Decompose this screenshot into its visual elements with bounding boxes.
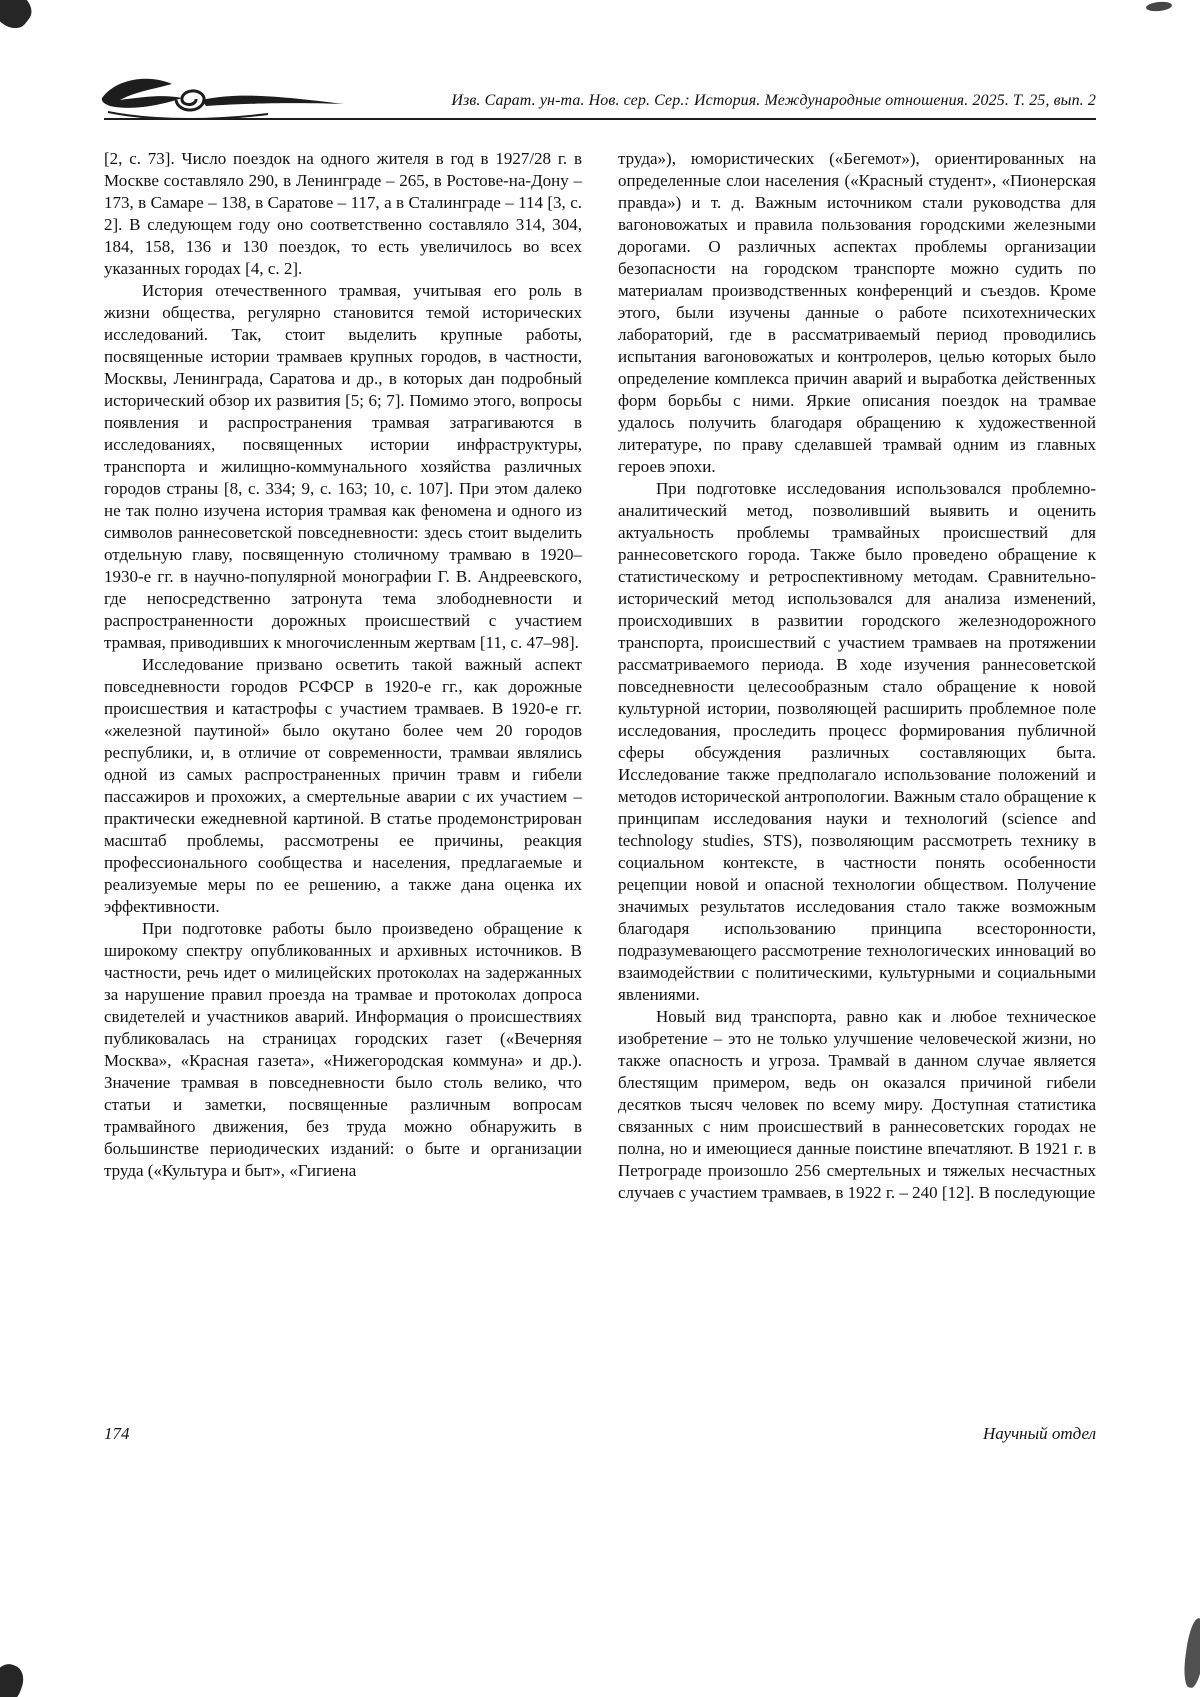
page-number: 174 xyxy=(104,1424,130,1443)
section-title: Научный отдел xyxy=(982,1424,1096,1443)
scan-artifact-top-right xyxy=(1146,1,1173,13)
paragraph: История отечественного трамвая, учитывая его роль в жизни общества, регулярно становится темой исторических исследований. Так, стоит выделить крупные работы, посвященные истории трамваев крупных городов, в частности, Москвы, Ленинграда, Саратова и др., в которых дан подробный исторический обзор их развития [5; 6; 7]. Помимо этого, вопросы появления и распространения трамвая затрагиваются в исследованиях, посвященных истории инфраструктуры, транспорта и жилищно-коммунального хозяйства различных городов страны [8, с. 334; 9, с. 163; 10, с. 107]. При этом далеко не так полно изучена история трамвая как феномена и одного из символов раннесоветской повседневности: здесь стоит выделить отдельную главу, посвященную столичному трамваю в 1920–1930-е гг. в научно-популярной монографии Г. В. Андреевского, где непосредственно затронута тема злободневности и распространенности дорожных происшествий с участием трамвая, приводивших к многочисленным жертвам [11, с. 47–98]. xyxy=(104,281,582,652)
right-column xyxy=(618,148,1096,1204)
scan-artifact-bottom-left xyxy=(0,1660,28,1697)
paragraph: Новый вид транспорта, равно как и любое техническое изобретение – это не только улучшение человеческой жизни, но также опасность и угроза. Трамвай в данном случае является блестящим примером, ведь он оказался причиной гибели десятков тысяч человек по всему миру. Доступная статистика связанных с ним происшествий в раннесоветских городах не полна, но и имеющиеся данные поистине впечатляют. В 1921 г. в Петрограде произошло 256 смертельных и тяжелых несчастных случаев с участием трамваев, в 1922 г. – 240 [12]. В последующие xyxy=(618,1007,1096,1202)
paragraph: Исследование призвано осветить такой важный аспект повседневности городов РСФСР в 1920-е гг., как дорожные происшествия и катастрофы с участием трамваев. В 1920-е гг. «железной паутиной» было окутано более чем 20 городов республики, и, в отличие от современности, трамваи являлись одной из самых распространенных причин травм и гибели пассажиров и прохожих, а смертельные аварии с их участием – практически ежедневной картиной. В статье продемонстрирован масштаб проблемы, рассмотрены ее причины, реакция профессионального сообщества и населения, предлагаемые и реализуемые меры по ее решению, а также дана оценка их эффективности. xyxy=(104,655,582,916)
scan-artifact-bottom-right xyxy=(1181,1617,1200,1689)
page-footer xyxy=(104,1424,1096,1444)
page-header xyxy=(104,72,1096,120)
scan-artifact-top-left xyxy=(0,0,38,35)
paragraph: [2, с. 73]. Число поездок на одного жителя в год в 1927/28 г. в Москве составляло 290, в Ленинграде – 265, в Ростове-на-Дону – 173, в Самаре – 138, в Саратове – 117, а в Сталинграде – 114 [3, с. 2]. В следующем году оно соответственно составляло 314, 304, 184, 158, 136 и 130 поездок, то есть увеличилось во всех указанных городах [4, с. 2]. xyxy=(104,149,582,278)
paragraph: труда»), юмористических («Бегемот»), ориентированных на определенные слои населения («Красный студент», «Пионерская правда») и т. д. Важным источником стали руководства для вагоновожатых и правила пользования городскими железными дорогами. О различных аспектах проблемы организации безопасности на городском транспорте можно судить по материалам производственных конференций и съездов. Кроме этого, были изучены данные о работе психотехнических лабораторий, где в рассматриваемый период проводились испытания вагоновожатых и контролеров, целью которых было определение комплекса причин аварий и выработка действенных форм борьбы с ними. Яркие описания поездок на трамвае удалось получить благодаря обращению к художественной литературе, по праву сделавшей трамвай одним из главных героев эпохи. xyxy=(618,149,1096,476)
journal-header-line: Изв. Сарат. ун-та. Нов. сер. Сер.: История. Международные отношения. 2025. Т. 25, вып. 2 xyxy=(451,92,1096,109)
paragraph: При подготовке работы было произведено обращение к широкому спектру опубликованных и архивных источников. В частности, речь идет о милицейских протоколах на задержанных за нарушение правил проезда на трамвае и протоколах допроса свидетелей и участников аварий. Информация о происшествиях публиковалась на страницах городских газет («Вечерняя Москва», «Красная газета», «Нижегородская коммуна» и др.). Значение трамвая в повседневности было столь велико, что статьи и заметки, посвященные различным вопросам трамвайного движения, без труда можно обнаружить в большинстве периодических изданий: о быте и организации труда («Культура и быт», «Гигиена xyxy=(104,919,582,1180)
journal-flourish-logo-icon xyxy=(98,70,348,130)
article-body xyxy=(104,148,1096,1204)
paragraph: При подготовке исследования использовался проблемно-аналитический метод, позволивший выявить и оценить актуальность проблемы трамвайных происшествий для раннесоветского города. Также было проведено обращение к статистическому и ретроспективному методам. Сравнительно-исторический метод использовался для анализа изменений, происходивших в развитии городского железнодорожного транспорта, происшествий с участием трамваев на протяжении рассматриваемого периода. В ходе изучения раннесоветской повседневности целесообразным стало обращение к новой культурной истории, позволяющей расширить проблемное поле исследования, проследить процесс формирования публичной сферы обсуждения различных составляющих быта. Исследование также предполагало использование положений и методов исторической антропологии. Важным стало обращение к принципам исследования науки и технологий (science and technology studies, STS), позволяющим рассмотреть технику в социальном контексте, в частности понять особенности рецепции новой и опасной технологии обществом. Получение значимых результатов исследования стало также возможным благодаря использованию принципа всесторонности, подразумевающего рассмотрение технологических инноваций во взаимодействии с политическими, культурными и социальными явлениями. xyxy=(618,479,1096,1004)
left-column xyxy=(104,148,582,1204)
